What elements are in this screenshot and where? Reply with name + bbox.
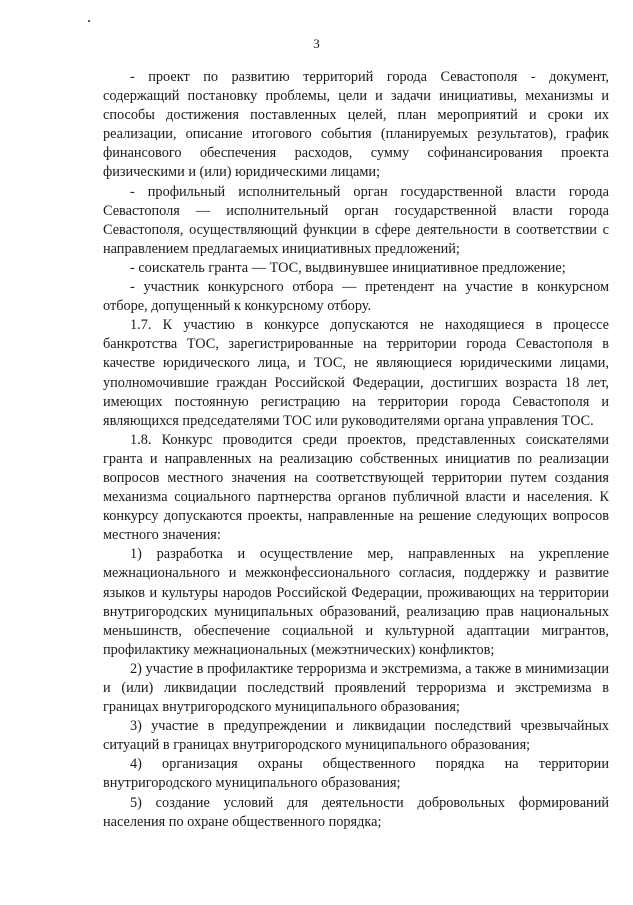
clause-1-8: 1.8. Конкурс проводится среди проектов, представленных соискателями гранта и направленных на реализацию собственных инициатив по реализации вопросов местного значения на соответствующей территории путем создания механизма социального партнерства органов публичной власти и населения. К конкурсу допускаются проекты, направленные на решение следующих вопросов местного значения: — [103, 431, 609, 544]
definition-project: - проект по развитию территорий города Севастополя - документ, содержащий постановку проблемы, цели и задачи инициативы, механизмы и способы достижения поставленных целей, план мероприятий и сроки их реализации, описание итогового события (планируемых результатов), график финансового обеспечения расходов, сумму софинансирования проекта физическими и (или) юридическими лицами; — [103, 69, 609, 181]
clause-1-7: 1.7. К участию в конкурсе допускаются не находящиеся в процессе банкротства ТОС, зарегистрированные на территории города Севастополя в качестве юридического лица, и ТОС, не являющиеся юридическими лицами, уполномочившие граждан Российской Федерации, достигших возраста 18 лет, имеющих постоянную регистрацию на территории города Севастополя и являющихся председателями ТОС или руководителями органа управления ТОС. — [103, 317, 609, 429]
list-item-1: 1) разработка и осуществление мер, направленных на укрепление межнационального и межконфессионального согласия, поддержку и развитие языков и культуры народов Российской Федерации, проживающих на территории внутригородских муниципальных образований, реализацию прав национальных меньшинств, обеспечение социальной и культурной адаптации мигрантов, профилактику межнациональных (межэтнических) конфликтов; — [103, 546, 609, 658]
definition-executive-body: - профильный исполнительный орган государственной власти города Севастополя — исполнительный орган государственной власти города Севастополя, осуществляющий функции в сфере деятельности в соответствии с направлением предлагаемых инициативных предложений; — [103, 183, 609, 257]
list-item-2: 2) участие в профилактике терроризма и экстремизма, а также в минимизации и (или) ликвидации последствий проявлений терроризма и экстремизма в границах внутригородского муниципального образования; — [103, 660, 609, 716]
definition-grant-applicant: - соискатель гранта — ТОС, выдвинувшее инициативное предложение; — [130, 259, 566, 276]
list-item-3: 3) участие в предупреждении и ликвидации последствий чрезвычайных ситуаций в границах внутригородского муниципального образования; — [103, 718, 609, 754]
document-body — [103, 68, 609, 832]
page-number: 3 — [313, 36, 320, 51]
definition-participant: - участник конкурсного отбора — претендент на участие в конкурсном отборе, допущенный к конкурсному отбору. — [103, 279, 609, 315]
scan-speck — [88, 20, 90, 22]
list-item-4: 4) организация охраны общественного порядка на территории внутригородского муниципального образования; — [103, 756, 609, 792]
list-item-5: 5) создание условий для деятельности добровольных формирований населения по охране общественного порядка; — [103, 794, 609, 830]
